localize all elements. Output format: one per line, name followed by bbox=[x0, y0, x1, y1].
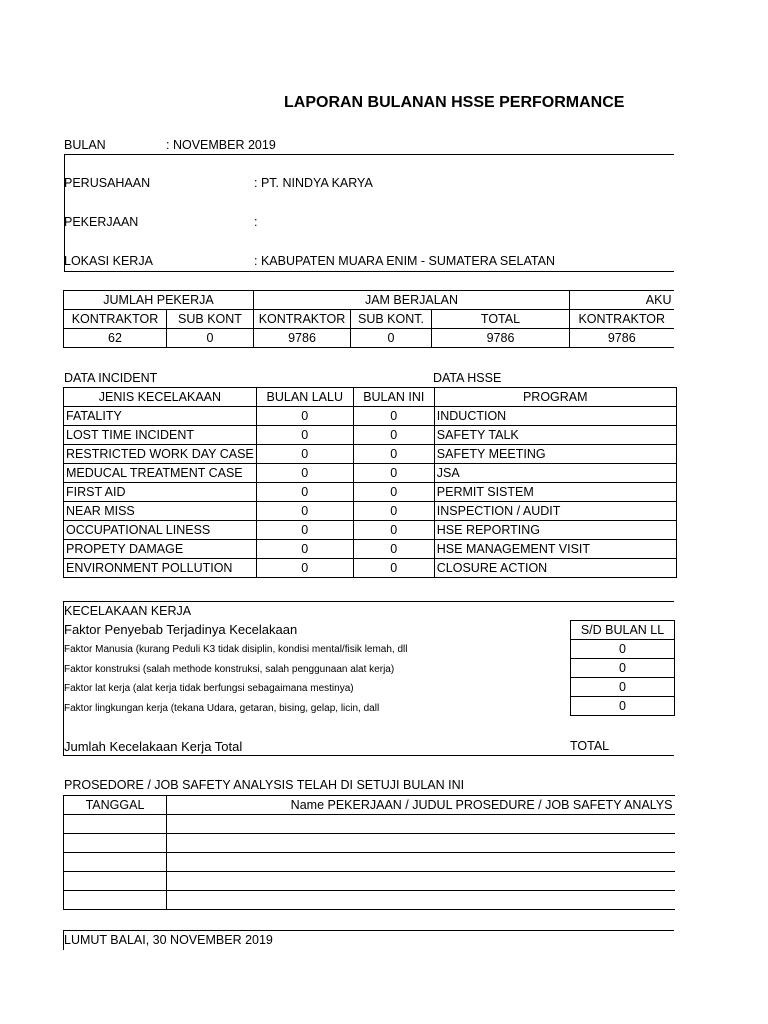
hsse-program: SAFETY MEETING bbox=[434, 445, 676, 464]
table-row bbox=[64, 872, 675, 891]
col-kontraktor: KONTRAKTOR bbox=[64, 310, 167, 329]
incident-lalu: 0 bbox=[256, 426, 353, 445]
pekerjaan-value: : bbox=[254, 215, 258, 229]
incident-lalu: 0 bbox=[256, 407, 353, 426]
col-jam-kontraktor: KONTRAKTOR bbox=[254, 310, 351, 329]
val-kontraktor: 62 bbox=[64, 329, 167, 348]
hsse-program: HSE MANAGEMENT VISIT bbox=[434, 540, 676, 559]
kecelakaan-label: KECELAKAAN KERJA bbox=[64, 604, 192, 618]
hsse-program: INDUCTION bbox=[434, 407, 676, 426]
factor-value: 0 bbox=[571, 659, 675, 678]
page-title: LAPORAN BULANAN HSSE PERFORMANCE bbox=[284, 94, 625, 111]
factor-text: Faktor Manusia (kurang Peduli K3 tidak disiplin, kondisi mental/fisik lemah, dll bbox=[64, 644, 408, 655]
col-tanggal: TANGGAL bbox=[64, 796, 167, 815]
hsse-program: HSE REPORTING bbox=[434, 521, 676, 540]
incident-ini: 0 bbox=[353, 445, 434, 464]
incident-ini: 0 bbox=[353, 426, 434, 445]
header-bottom-line bbox=[64, 271, 674, 272]
prosedure-label: PROSEDORE / JOB SAFETY ANALYSIS TELAH DI SETUJI BULAN INI bbox=[64, 778, 465, 792]
bulan-value: : NOVEMBER 2019 bbox=[166, 138, 276, 152]
val-sub-kont: 0 bbox=[167, 329, 254, 348]
table-row bbox=[64, 815, 675, 834]
header-top-line bbox=[64, 154, 674, 155]
col-bulan-ini: BULAN INI bbox=[353, 388, 434, 407]
prosedure-table bbox=[63, 795, 675, 910]
incident-jenis: NEAR MISS bbox=[64, 502, 257, 521]
table-row bbox=[64, 834, 675, 853]
table-row bbox=[64, 521, 677, 540]
bulan-label: BULAN bbox=[64, 138, 106, 152]
table-row bbox=[64, 464, 677, 483]
place-date: LUMUT BALAI, 30 NOVEMBER 2019 bbox=[64, 933, 273, 947]
incident-jenis: FATALITY bbox=[64, 407, 257, 426]
factor-value: 0 bbox=[571, 640, 675, 659]
perusahaan-label: PERUSAHAAN bbox=[64, 176, 151, 190]
val-jam-sub-kont: 0 bbox=[351, 329, 432, 348]
incident-jenis: MEDUCAL TREATMENT CASE bbox=[64, 464, 257, 483]
incident-ini: 0 bbox=[353, 540, 434, 559]
group-jam-berjalan: JAM BERJALAN bbox=[254, 291, 570, 310]
incident-lalu: 0 bbox=[256, 540, 353, 559]
incident-ini: 0 bbox=[353, 407, 434, 426]
table-row bbox=[64, 407, 677, 426]
workers-table bbox=[63, 290, 674, 348]
incident-lalu: 0 bbox=[256, 559, 353, 578]
incident-jenis: FIRST AID bbox=[64, 483, 257, 502]
hsse-program: INSPECTION / AUDIT bbox=[434, 502, 676, 521]
kecelakaan-subtitle: Faktor Penyebab Terjadinya Kecelakaan bbox=[64, 622, 298, 637]
col-jam-total: TOTAL bbox=[432, 310, 570, 329]
col-program: PROGRAM bbox=[434, 388, 676, 407]
table-row bbox=[64, 483, 677, 502]
col-aku-kontraktor: KONTRAKTOR bbox=[570, 310, 674, 329]
hsse-program: PERMIT SISTEM bbox=[434, 483, 676, 502]
table-row bbox=[64, 426, 677, 445]
table-row bbox=[64, 891, 675, 910]
total-label: TOTAL bbox=[570, 739, 610, 753]
incident-table bbox=[63, 387, 677, 578]
pekerjaan-label: PEKERJAAN bbox=[64, 215, 139, 229]
incident-ini: 0 bbox=[353, 521, 434, 540]
incident-lalu: 0 bbox=[256, 483, 353, 502]
table-row bbox=[64, 540, 677, 559]
incident-jenis: RESTRICTED WORK DAY CASE bbox=[64, 445, 257, 464]
val-jam-total: 9786 bbox=[432, 329, 570, 348]
incident-jenis: OCCUPATIONAL LINESS bbox=[64, 521, 257, 540]
group-jumlah-pekerja: JUMLAH PEKERJA bbox=[64, 291, 254, 310]
val-jam-kontraktor: 9786 bbox=[254, 329, 351, 348]
val-aku-kontraktor: 9786 bbox=[570, 329, 674, 348]
incident-lalu: 0 bbox=[256, 502, 353, 521]
table-row bbox=[64, 559, 677, 578]
incident-lalu: 0 bbox=[256, 445, 353, 464]
hsse-program: CLOSURE ACTION bbox=[434, 559, 676, 578]
col-jam-sub-kont: SUB KONT. bbox=[351, 310, 432, 329]
kecelakaan-bottom-line bbox=[63, 755, 674, 756]
data-incident-label: DATA INCIDENT bbox=[64, 371, 158, 385]
lokasi-value: : KABUPATEN MUARA ENIM - SUMATERA SELATAN bbox=[254, 254, 555, 268]
col-sd-bulan-ll: S/D BULAN LL bbox=[571, 621, 675, 640]
col-jenis-kecelakaan: JENIS KECELAKAAN bbox=[64, 388, 257, 407]
incident-ini: 0 bbox=[353, 464, 434, 483]
factor-value: 0 bbox=[571, 678, 675, 697]
col-bulan-lalu: BULAN LALU bbox=[256, 388, 353, 407]
sd-bulan-table bbox=[570, 620, 675, 716]
jumlah-kecelakaan-total: Jumlah Kecelakaan Kerja Total bbox=[64, 739, 243, 754]
incident-ini: 0 bbox=[353, 483, 434, 502]
incident-ini: 0 bbox=[353, 559, 434, 578]
col-sub-kont: SUB KONT bbox=[167, 310, 254, 329]
factor-text: Faktor konstruksi (salah methode konstruksi, salah penggunaan alat kerja) bbox=[64, 664, 395, 675]
incident-lalu: 0 bbox=[256, 521, 353, 540]
factor-text: Faktor lat kerja (alat kerja tidak berfungsi sebagaimana mestinya) bbox=[64, 683, 354, 694]
incident-ini: 0 bbox=[353, 502, 434, 521]
hsse-program: SAFETY TALK bbox=[434, 426, 676, 445]
lokasi-label: LOKASI KERJA bbox=[64, 254, 153, 268]
factor-text: Faktor lingkungan kerja (tekana Udara, getaran, bising, gelap, licin, dall bbox=[64, 703, 380, 714]
incident-jenis: LOST TIME INCIDENT bbox=[64, 426, 257, 445]
hsse-program: JSA bbox=[434, 464, 676, 483]
data-hsse-label: DATA HSSE bbox=[433, 371, 502, 385]
table-row bbox=[64, 502, 677, 521]
table-row bbox=[64, 853, 675, 872]
table-row bbox=[64, 445, 677, 464]
incident-jenis: PROPETY DAMAGE bbox=[64, 540, 257, 559]
col-name-pekerjaan: Name PEKERJAAN / JUDUL PROSEDURE / JOB SAFETY ANALYS bbox=[167, 796, 675, 815]
perusahaan-value: : PT. NINDYA KARYA bbox=[254, 176, 373, 190]
factor-value: 0 bbox=[571, 697, 675, 716]
kecelakaan-top-line bbox=[63, 601, 674, 602]
incident-jenis: ENVIRONMENT POLLUTION bbox=[64, 559, 257, 578]
incident-lalu: 0 bbox=[256, 464, 353, 483]
footer-line bbox=[63, 930, 674, 931]
group-aku: AKU bbox=[570, 291, 674, 310]
